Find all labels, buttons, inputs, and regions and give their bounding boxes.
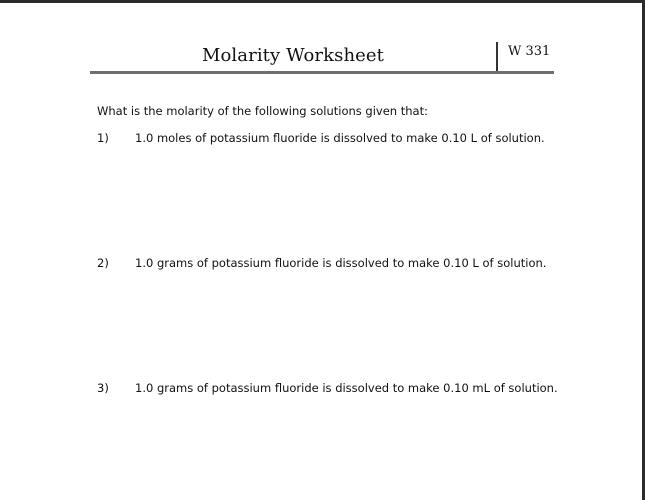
question-number: 1) bbox=[97, 131, 109, 145]
instructions-text: What is the molarity of the following solutions given that: bbox=[97, 104, 428, 118]
worksheet-page bbox=[0, 3, 642, 500]
worksheet-code: W 331 bbox=[508, 44, 551, 59]
question-text: 1.0 grams of potassium fluoride is dissolved to make 0.10 mL of solution. bbox=[135, 381, 558, 395]
question-number: 3) bbox=[97, 381, 109, 395]
code-divider bbox=[496, 42, 498, 72]
title-underline bbox=[90, 71, 554, 74]
question-text: 1.0 moles of potassium fluoride is dissolved to make 0.10 L of solution. bbox=[135, 131, 545, 145]
question-text: 1.0 grams of potassium fluoride is dissolved to make 0.10 L of solution. bbox=[135, 256, 547, 270]
page-title: Molarity Worksheet bbox=[201, 45, 385, 66]
question-number: 2) bbox=[97, 256, 109, 270]
question-3 bbox=[97, 381, 558, 395]
question-1 bbox=[97, 131, 545, 145]
question-2 bbox=[97, 256, 546, 270]
